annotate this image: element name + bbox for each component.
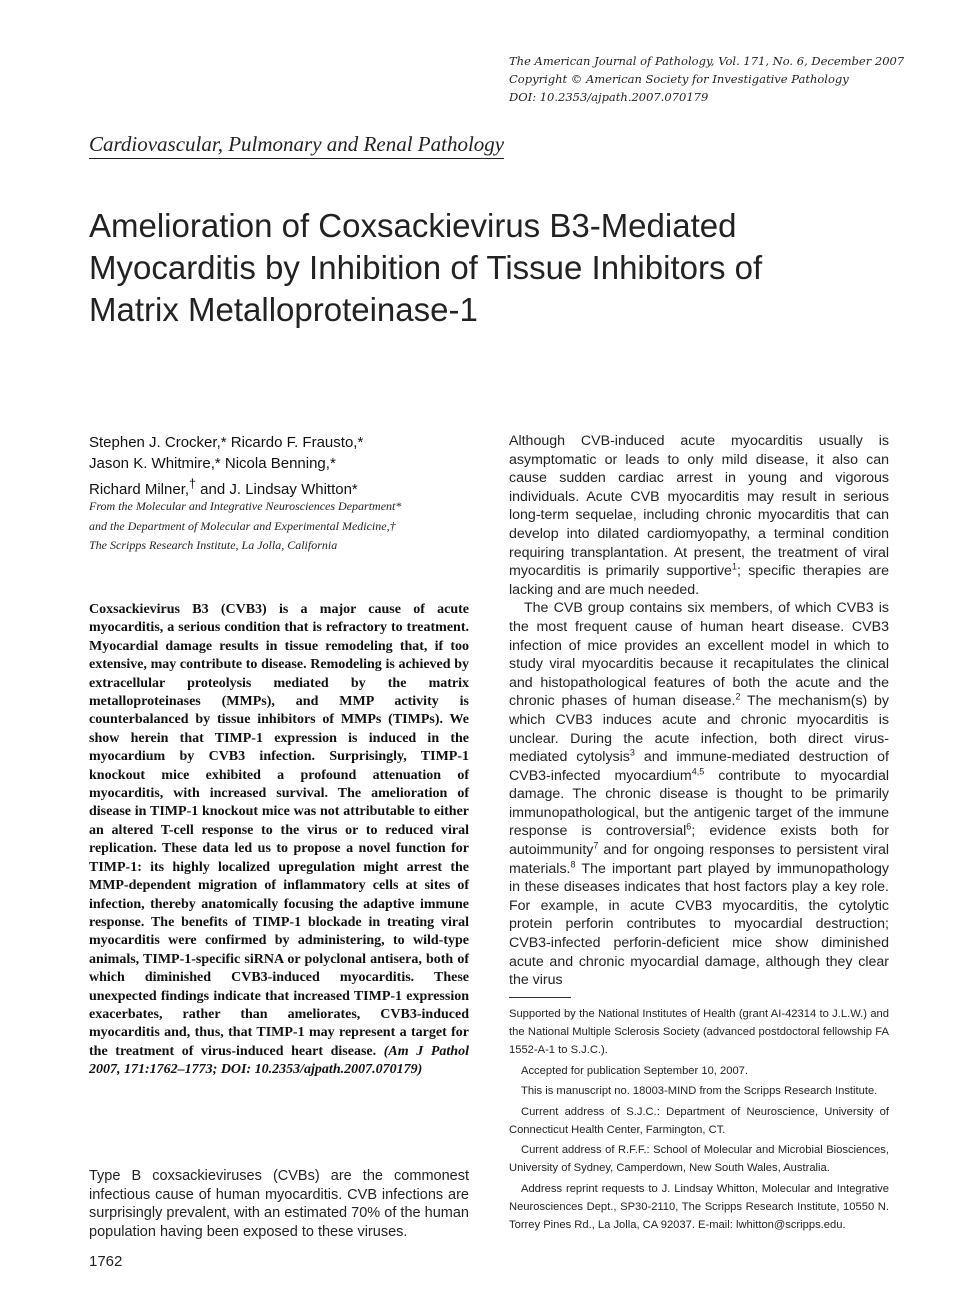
affiliation-line: The Scripps Research Institute, La Jolla, California [89, 538, 338, 552]
dagger-mark: † [189, 477, 196, 491]
journal-copyright: Copyright © American Society for Investigative Pathology [509, 72, 849, 86]
footnote-divider [509, 997, 571, 998]
footnotes [509, 1005, 889, 1236]
body-paragraph [509, 599, 889, 989]
author-line: Jason K. Whitmire,* Nicola Benning,* [89, 455, 336, 472]
text-run: The important part played by immunopathology in these diseases indicates that host factors play a key role. For example, in acute CVB3 myocarditis, the cytolytic protein perforin contributes to myocardial destruction; CVB3-infected perforin-deficient mice show diminished acute and chronic myocardial damage, although they clear the virus [509, 860, 889, 989]
journal-citation: The American Journal of Pathology, Vol. 171, No. 6, December 2007 [509, 54, 905, 68]
affiliation-line: and the Department of Molecular and Experimental Medicine,† [89, 518, 396, 533]
text-run: and immune-mediated destruction of CVB3-infected myocardium [509, 749, 889, 784]
page-number: 1762 [89, 1253, 123, 1270]
reference-mark: 7 [593, 840, 599, 851]
footnote-support: Supported by the National Institutes of Health (grant AI-42314 to J.L.W.) and the National Multiple Sclerosis Society (advanced postdoctoral fellowship FA 1552-A-1 to S.J.C.). [509, 1008, 889, 1056]
abstract-text: Coxsackievirus B3 (CVB3) is a major cause of acute myocarditis, a serious condition that is refractory to treatment. Myocardial damage results in tissue remodeling that, if too extensive, may contribute to disease. Remodeling is achieved by extracellular proteolysis mediated by the matrix metalloproteinases (MMPs), and MMP activity is counterbalanced by tissue inhibitors of MMPs (TIMPs). We show herein that TIMP-1 expression is induced in the myocardium by CVB3 infection. Surprisingly, TIMP-1 knockout mice exhibited a profound attenuation of myocarditis, with increased survival. The amelioration of disease in TIMP-1 knockout mice was not attributable to either an altered T-cell response to the virus or to reduced viral replication. These data led us to propose a novel function for TIMP-1: its highly localized upregulation might arrest the MMP-dependent migration of inflammatory cells at sites of infection, thereby anatomically focusing the adaptive immune response. The benefits of TIMP-1 blockade in treating viral myocarditis were confirmed by administering, to wild-type animals, TIMP-1-specific siRNA or polyclonal antisera, both of which diminished CVB3-induced myocarditis. These unexpected findings indicate that increased TIMP-1 expression exacerbates, rather than ameliorates, CVB3-induced myocarditis and, thus, that TIMP-1 may represent a target for the treatment of virus-induced heart disease. [89, 602, 469, 1059]
footnote-reprints: Address reprint requests to J. Lindsay Whitton, Molecular and Integrative Neurosciences Dept., SP30-2110, The Scripps Research Institute, 10550 N. Torrey Pines Rd., La Jolla, CA 92037. E-mail: lwhitton@scripps.edu. [509, 1182, 889, 1231]
article-title [89, 205, 889, 331]
reference-mark: 2 [735, 691, 741, 702]
reference-mark: 4,5 [691, 765, 705, 776]
text-run: The mechanism(s) by which CVB3 induces acute and chronic myocarditis is unclear. During the acute infection, both direct virus-mediated cytolysis [509, 693, 889, 766]
footnote-address-sjc: Current address of S.J.C.: Department of Neuroscience, University of Connecticut Health Center, Farmington, CT. [509, 1105, 889, 1136]
author-name: and J. Lindsay Whitton* [196, 481, 358, 498]
body-text-right-column [509, 432, 889, 990]
reference-mark: 3 [629, 747, 635, 758]
journal-header [509, 52, 949, 106]
text-run: and for ongoing responses to persistent viral materials. [509, 842, 889, 877]
title-line: Myocarditis by Inhibition of Tissue Inhibitors of [89, 249, 763, 286]
reference-mark: 1 [731, 561, 737, 572]
author-name: Richard Milner, [89, 481, 190, 498]
author-list [89, 432, 489, 500]
journal-doi: DOI: 10.2353/ajpath.2007.070179 [509, 90, 709, 104]
intro-paragraph: Type B coxsackieviruses (CVBs) are the commonest infectious cause of human myocarditis. CVB infections are surprisingly prevalent, with an estimated 70% of the human population having been exposed to these viruses. [89, 1168, 469, 1240]
abstract [89, 601, 469, 1080]
affiliation-line: From the Molecular and Integrative Neurosciences Department* [89, 499, 402, 513]
body-paragraph [509, 432, 889, 599]
abstract-citation: (Am J Pathol 2007, 171:1762–1773; DOI: 10.2353/ajpath.2007.070179) [89, 1043, 469, 1078]
footnote-address-rff: Current address of R.F.F.: School of Molecular and Microbial Biosciences, University of Sydney, Camperdown, New South Wales, Australia. [509, 1144, 889, 1174]
title-line: Matrix Metalloproteinase-1 [89, 291, 478, 328]
author-line: Stephen J. Crocker,* Ricardo F. Frausto,* [89, 434, 364, 451]
section-heading: Cardiovascular, Pulmonary and Renal Pathology [89, 132, 504, 159]
text-run: ; evidence exists both for autoimmunity [509, 823, 889, 859]
title-line: Amelioration of Coxsackievirus B3-Mediated [89, 207, 737, 244]
text-run: Although CVB-induced acute myocarditis usually is asymptomatic or leads to only mild disease, it also can cause sudden cardiac arrest in young and vigorous individuals. Acute CVB myocarditis may result in serious long-term sequelae, including chronic myocarditis that can develop into dilated cardiomyopathy, a terminal condition requiring transplantation. At present, the treatment of viral myocarditis is primarily supportive [509, 433, 889, 580]
footnote-manuscript: This is manuscript no. 18003-MIND from the Scripps Research Institute. [521, 1085, 878, 1097]
reference-mark: 6 [686, 821, 692, 832]
footnote-accepted: Accepted for publication September 10, 2007. [521, 1064, 749, 1077]
text-run: The CVB group contains six members, of which CVB3 is the most frequent cause of human heart disease. CVB3 infection of mice provides an excellent model in which to study viral myocarditis because it recapitulates the clinical and histopathological features of both the acute and the chronic phases of human disease. [509, 600, 889, 710]
affiliation [89, 497, 489, 556]
text-run: contribute to myocardial damage. The chronic disease is thought to be primarily immunopathological, but the antigenic target of the immune response is controversial [509, 767, 890, 840]
reference-mark: 8 [570, 858, 576, 869]
text-run: ; specific therapies are lacking and are much needed. [509, 563, 889, 598]
